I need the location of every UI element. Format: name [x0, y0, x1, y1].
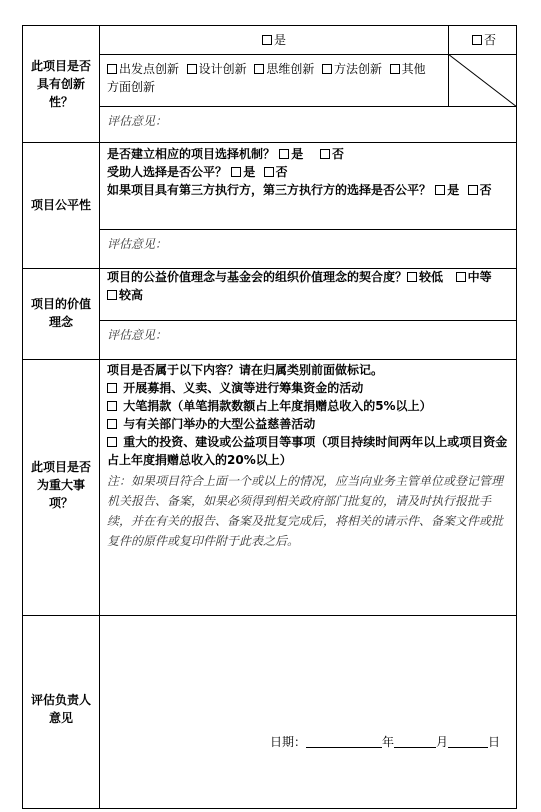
innovation-eval-label: 评估意见： — [107, 114, 168, 128]
value-bottom-border — [22, 359, 517, 360]
fairness-eval-label: 评估意见： — [107, 237, 168, 251]
option-other[interactable]: 其他 — [390, 62, 426, 76]
checkbox-icon[interactable] — [107, 383, 117, 393]
checkbox-icon[interactable] — [107, 64, 117, 74]
checkbox-icon[interactable] — [107, 290, 117, 300]
innovation-label: 此项目是否具有创新性？ — [30, 59, 91, 109]
checkbox-icon[interactable] — [322, 64, 332, 74]
checkbox-icon[interactable] — [468, 185, 478, 195]
date-label: 日期： — [270, 735, 307, 749]
option-starting-point[interactable]: 出发点创新 — [107, 62, 179, 76]
major-item: 大笔捐款（单笔捐款数额占上年度捐赠总收入的5%以上） — [107, 397, 432, 415]
fairness-question-2: 受助人选择是否公平？ 是 否 — [107, 165, 288, 179]
major-label: 此项目是否为重大事项？ — [30, 460, 91, 510]
checkbox-icon[interactable] — [231, 167, 241, 177]
option-thinking[interactable]: 思维创新 — [254, 62, 314, 76]
day-label: 日 — [488, 735, 501, 749]
checkbox-icon[interactable] — [107, 401, 117, 411]
major-bottom-border — [22, 615, 517, 616]
day-field[interactable] — [448, 735, 488, 748]
checkbox-icon[interactable] — [320, 149, 330, 159]
label-column-divider — [99, 25, 100, 809]
signoff-label: 评估负责人意见 — [30, 693, 91, 725]
table-bottom-border — [22, 808, 517, 809]
fairness-label: 项目公平性 — [30, 198, 91, 212]
year-field[interactable] — [306, 735, 382, 748]
checkbox-icon[interactable] — [456, 272, 466, 282]
value-eval-label: 评估意见： — [107, 328, 168, 342]
checkbox-icon[interactable] — [107, 419, 117, 429]
checkbox-icon[interactable] — [279, 149, 289, 159]
major-item: 开展募捐、义卖、义演等进行筹集资金的活动 — [107, 379, 363, 397]
fairness-question-divider — [99, 229, 517, 230]
diagonal-slash-cell — [448, 54, 517, 107]
value-question: 项目的公益价值理念与基金会的组织价值理念的契合度？ 较低 中等 较高 — [107, 270, 492, 302]
fairness-question-1: 是否建立相应的项目选择机制？ 是 否 — [107, 147, 344, 161]
fairness-question-3: 如果项目具有第三方执行方，第三方执行方的选择是否公平？ 是 否 — [107, 183, 492, 197]
innovation-yes-option[interactable]: 是 — [262, 31, 286, 49]
no-checkbox[interactable] — [472, 35, 482, 45]
month-field[interactable] — [394, 735, 436, 748]
innovation-no-option[interactable]: 否 — [472, 31, 496, 49]
major-intro: 项目是否属于以下内容？请在归属类别前面做标记。 — [107, 363, 384, 377]
value-label: 项目的价值理念 — [30, 297, 91, 329]
major-item: 重大的投资、建设或公益项目等事项（项目持续时间两年以上或项目资金占上年度捐赠总收入的20%以上） — [107, 435, 508, 467]
checkbox-icon[interactable] — [187, 64, 197, 74]
checkbox-icon[interactable] — [390, 64, 400, 74]
option-method[interactable]: 方法创新 — [322, 62, 382, 76]
table-right-border — [516, 25, 517, 809]
checkbox-icon[interactable] — [264, 167, 274, 177]
checkbox-icon[interactable] — [435, 185, 445, 195]
innovation-options-row — [107, 60, 426, 78]
option-design[interactable]: 设计创新 — [187, 62, 247, 76]
table-left-border — [22, 25, 23, 809]
yes-checkbox[interactable] — [262, 35, 272, 45]
table-top-border — [22, 25, 517, 26]
checkbox-icon[interactable] — [407, 272, 417, 282]
checkbox-icon[interactable] — [254, 64, 264, 74]
major-item: 与有关部门举办的大型公益慈善活动 — [107, 415, 315, 433]
signoff-date-row — [270, 733, 500, 751]
year-label: 年 — [382, 735, 395, 749]
value-question-divider — [99, 320, 517, 321]
major-note: 注：如果项目符合上面一个或以上的情况，应当向业务主管单位或登记管理机关报告、备案，如果必须得到相关政府部门批复的，请及时执行报批手续，并在有关的报告、备案及批复完成后，将相关的请示件、备案文件或批复件的原件或复印件附于此表之后。 — [107, 474, 504, 548]
checkbox-icon[interactable] — [107, 437, 117, 447]
innovation-bottom-border — [22, 142, 517, 143]
innovation-options-tail: 方面创新 — [107, 80, 156, 94]
month-label: 月 — [436, 735, 449, 749]
